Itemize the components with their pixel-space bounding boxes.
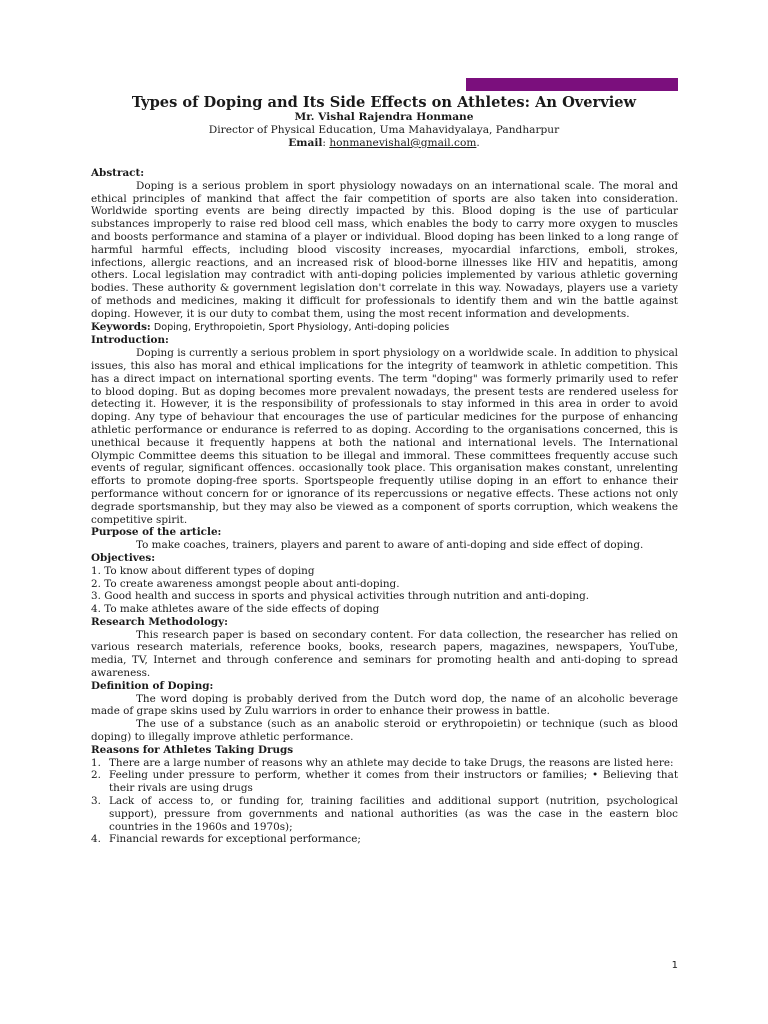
reason-text: Financial rewards for exceptional performance; [109, 833, 361, 846]
reason-number: 1. [91, 756, 101, 769]
reason-item [91, 833, 678, 846]
definition-paragraph-1: The word doping is probably derived from the Dutch word dop, the name of an alcoholic beverage made of grape skins used by Zulu warriors in order to enhance their prowess in battle. [91, 692, 678, 718]
email-separator: : [322, 137, 330, 149]
email-link[interactable]: honmanevishal@gmail.com [329, 137, 477, 149]
email-label: Email [288, 137, 323, 149]
paper-title: Types of Doping and Its Side Effects on Athletes: An Overview [131, 94, 637, 111]
reasons-heading: Reasons for Athletes Taking Drugs [91, 743, 294, 756]
keywords-line [91, 321, 678, 335]
reason-item [91, 769, 678, 795]
author-name: Mr. Vishal Rajendra Honmane [294, 111, 474, 123]
reason-number: 2. [91, 769, 101, 782]
page-number: 1 [671, 960, 678, 971]
header-accent-bar [466, 78, 678, 91]
reason-item [91, 757, 678, 770]
reason-text: Lack of access to, or funding for, training facilities and additional support (nutrition, psychological support), pressure from governments and national authorities (as was the case in the eastern bloc countries in the 1960s and 1970s); [109, 795, 678, 833]
reason-item [91, 795, 678, 833]
objective-item: 1. To know about different types of doping [91, 564, 315, 577]
objective-item: 3. Good health and success in sports and physical activities through nutrition and anti-doping. [91, 590, 590, 603]
introduction-heading: Introduction: [91, 334, 169, 347]
objective-item: 2. To create awareness amongst people about anti-doping. [91, 577, 400, 590]
objective-item: 4. To make athletes aware of the side effects of doping [91, 603, 380, 616]
methodology-text: This research paper is based on secondary content. For data collection, the researcher has relied on various research materials, reference books, books, research papers, magazines, newspapers, YouTube, media, TV, Internet and through conference and seminars for promoting health and anti-doping to spread awareness. [91, 628, 678, 680]
introduction-text: Doping is currently a serious problem in sport physiology on a worldwide scale. In addition to physical issues, this also has moral and ethical implications for the integrity of teamwork in athletic competition. This has a direct impact on international sporting events. The term "doping" was formerly primarily used to refer to blood doping. But as doping becomes more prevalent nowadays, the present tests are rendered useless for detecting it. However, it is the responsibility of professionals to stay informed in this area in order to avoid doping. Any type of behaviour that encourages the use of particular medicines for the purpose of enhancing athletic performance or endurance is referred to as doping. According to the organisations concerned, this is unethical because it frequently happens at both the national and international levels. The International Olympic Committee deems this situation to be illegal and immoral. These committees frequently accuse such events of regular, significant offences. occasionally took place. This organisation makes constant, unrelenting efforts to promote doping-free sports. Sportspeople frequently utilise doping in an effort to enhance their performance without concern for or ignorance of its repercussions or negative effects. These actions not only degrade sportsmanship, but they may also be viewed as a component of sports corruption, which weakens the competitive spirit. [91, 347, 678, 526]
reason-number: 4. [91, 833, 101, 846]
author-email-line [90, 137, 678, 150]
methodology-heading: Research Methodology: [91, 615, 229, 628]
reason-text: There are a large number of reasons why an athlete may decide to take Drugs, the reasons are listed here: [109, 756, 674, 769]
reason-number: 3. [91, 795, 101, 808]
paper-body [91, 167, 678, 846]
definition-paragraph-2: The use of a substance (such as an anabolic steroid or erythropoietin) or technique (such as blood doping) to illegally improve athletic performance. [91, 718, 678, 744]
abstract-text: Doping is a serious problem in sport physiology nowadays on an international scale. The moral and ethical principles of mankind that affect the fair competition of sports are also taken into consideration. Worldwide sporting events are being directly impacted by this. Blood doping is the use of particular substances improperly to raise red blood cell mass, which enables the body to carry more oxygen to muscles and boosts performance and stamina of a player or individual. Blood doping has been linked to a long range of harmful harmful effects, including blood viscosity increases, myocardial infarctions, emboli, strokes, infections, allergic reactions, and an increased risk of blood-borne illnesses like HIV and hepatitis, among others. Local legislation may contradict with anti-doping policies implemented by various athletic governing bodies. These authority & government legislation don't correlate in this way. Nowadays, players use a variety of methods and medicines, making it difficult for professionals to identify them and win the battle against doping. However, it is our duty to combat them, using the most recent information and developments. [91, 179, 678, 320]
reasons-list [91, 757, 678, 847]
purpose-heading: Purpose of the article: [91, 526, 222, 539]
author-affiliation: Director of Physical Education, Uma Mahavidyalaya, Pandharpur [208, 124, 560, 136]
definition-heading: Definition of Doping: [91, 679, 214, 692]
keywords-label: Keywords: [91, 320, 151, 333]
abstract-heading: Abstract: [91, 167, 145, 179]
objectives-list [91, 565, 678, 616]
keywords-text: Doping, Erythropoietin, Sport Physiology, Anti-doping policies [150, 321, 450, 333]
email-end: . [476, 137, 480, 149]
objectives-heading: Objectives: [91, 551, 156, 564]
purpose-text: To make coaches, trainers, players and parent to aware of anti-doping and side effect of doping. [136, 539, 644, 552]
reason-text: Feeling under pressure to perform, whether it comes from their instructors or families; • Believing that their rivals are using drugs [109, 769, 678, 795]
